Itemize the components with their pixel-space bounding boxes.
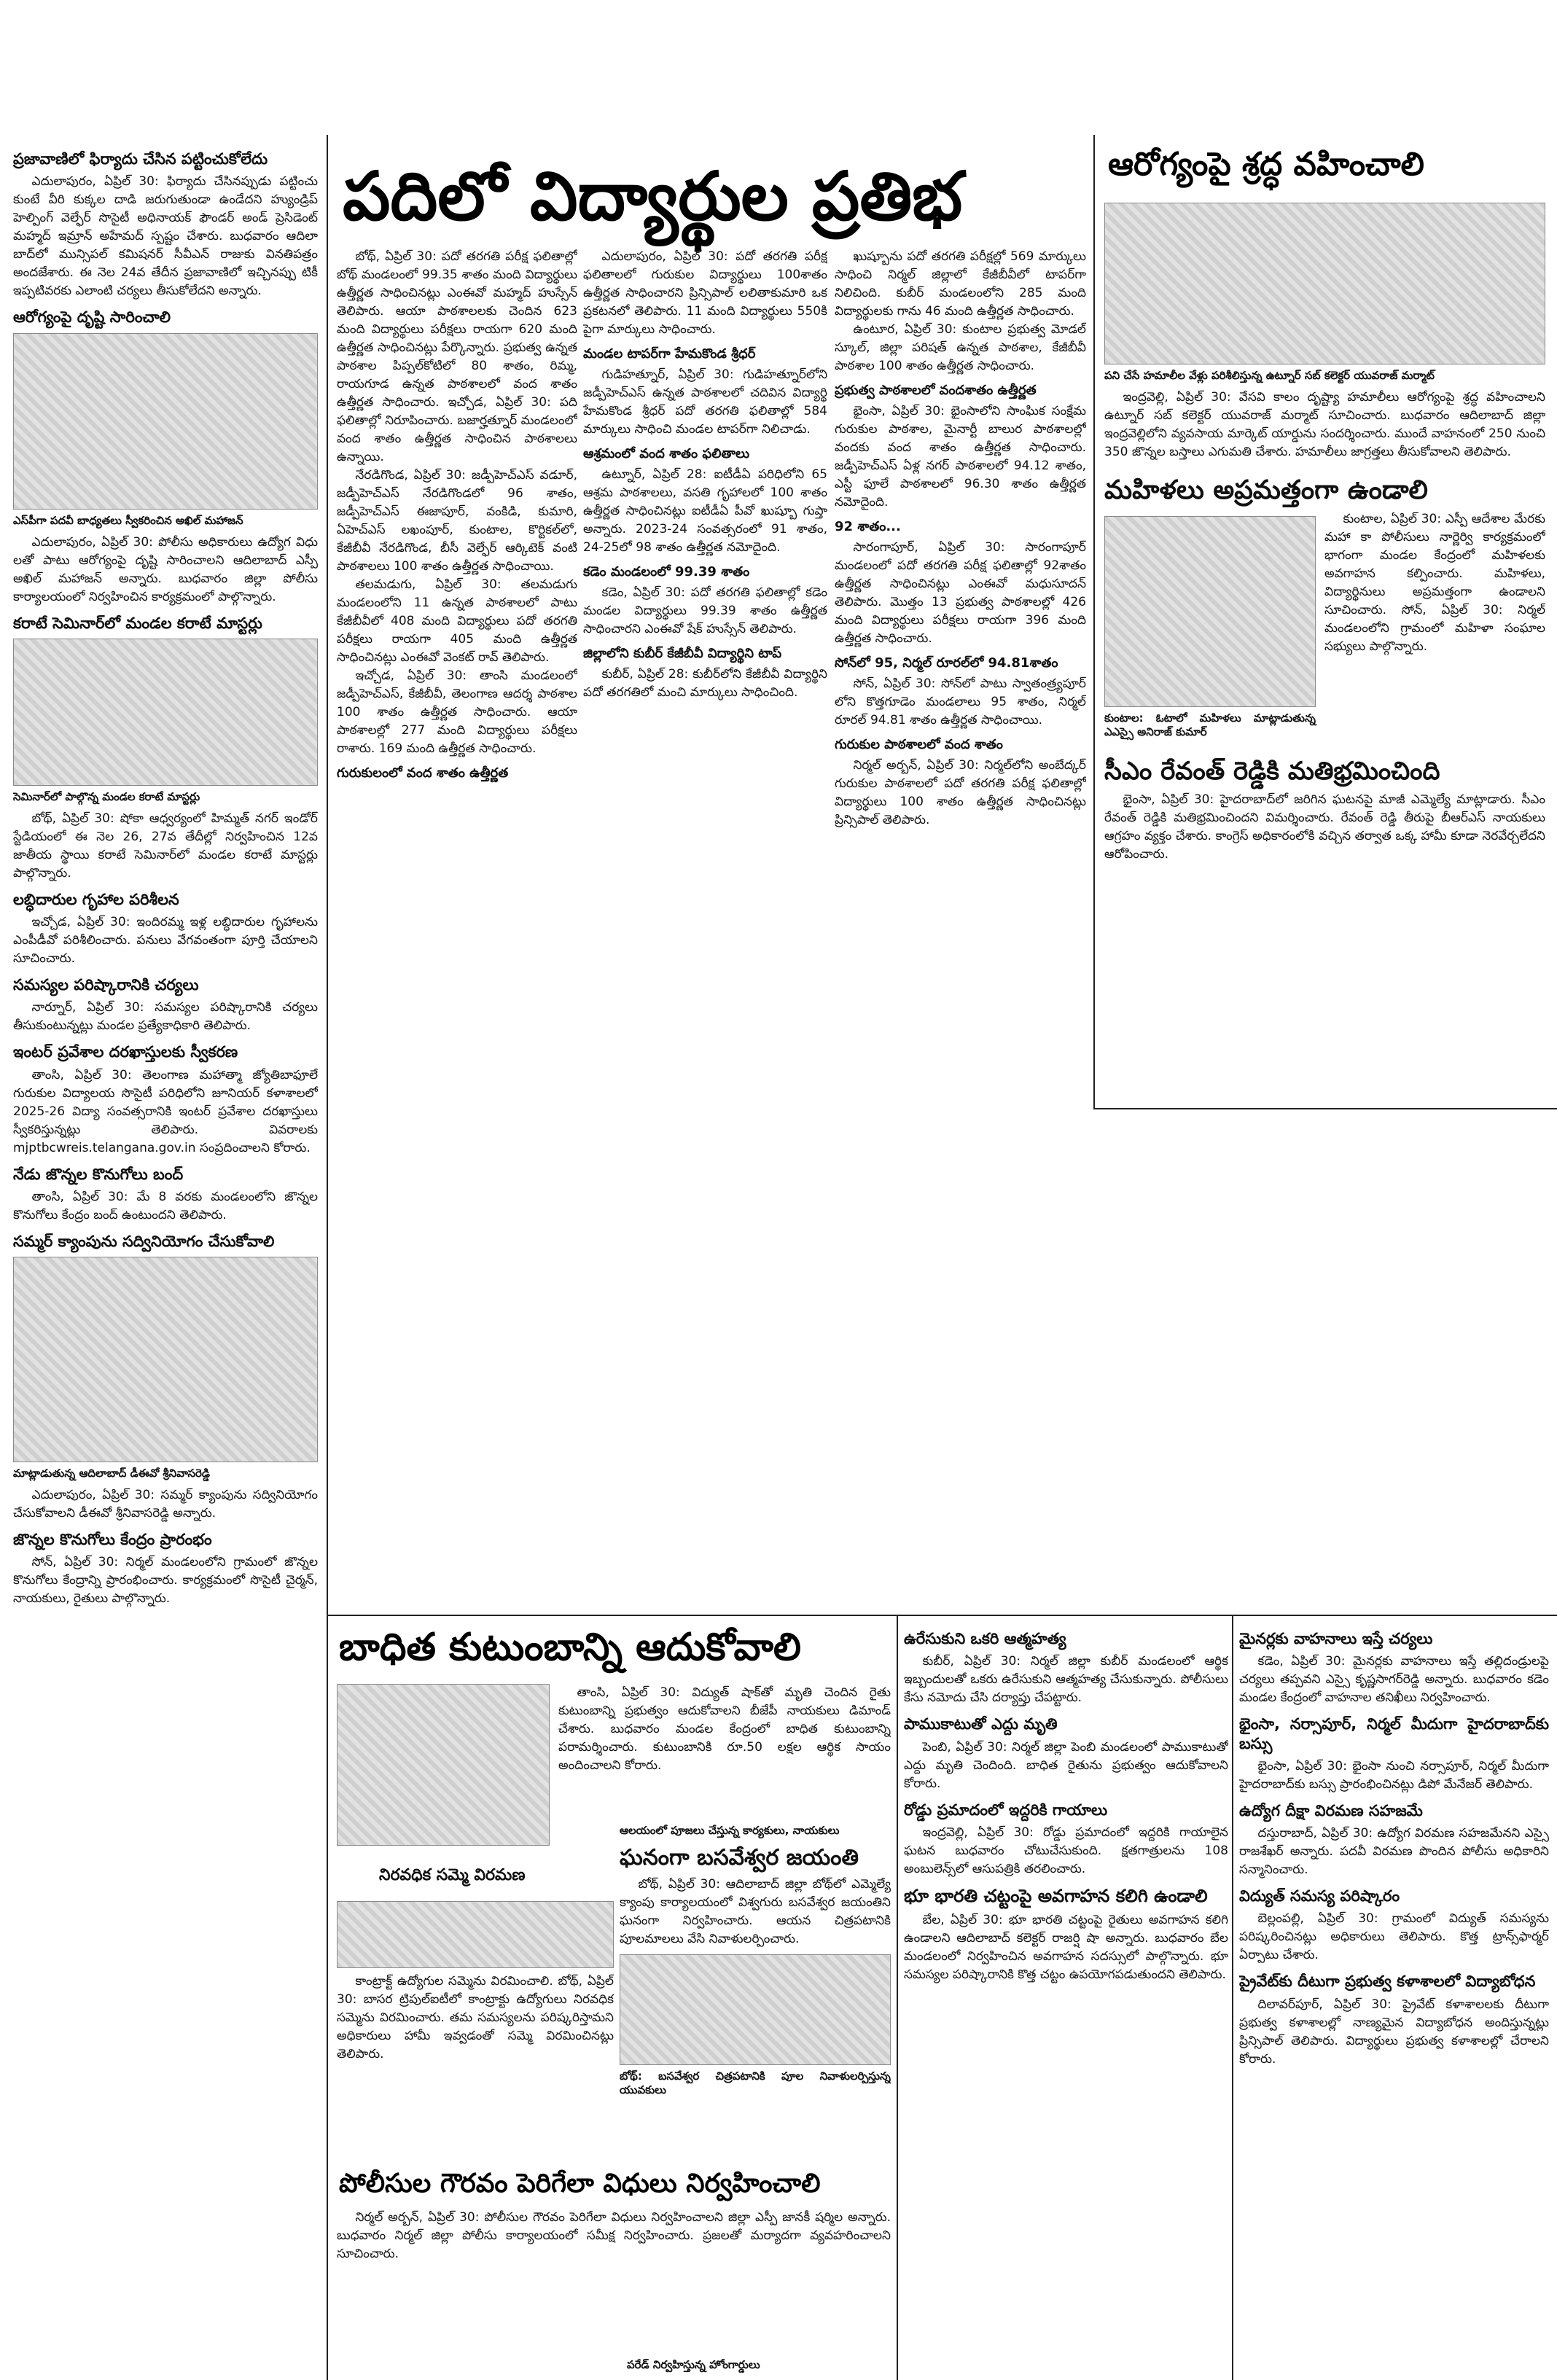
article-text: కాంట్రాక్ట్ ఉద్యోగుల సమ్మెను విరమించాలి. బోథ్, ఏప్రిల్ 30: బాసర ట్రిపుల్ఐటీలో కాంట్రాక్టు ఉద్యోగులు నిరవధిక సమ్మెను విరమించారు. తమ సమస్యలను పరిష్కరిస్తామని అధికారులు హామీ ఇవ్వడంతో సమ్మె విరమించినట్లు తెలిపారు. [337,1974,614,2061]
article-text: కడెం, ఏప్రిల్ 30: పదో తరగతి ఫలితాల్లో కడెం మండల విద్యార్థులు 99.39 శాతం ఉత్తీర్ణత సాధించారని ఎంఈవో షేక్ హుస్సేన్ తెలిపారు. [583,585,827,636]
article-text: ఇచ్చోడ, ఏప్రిల్ 30: ఇందిరమ్మ ఇళ్ల లబ్ధిదారుల గృహాలను ఎంపీడీవో పరిశీలించారు. పనులు వేగవంతంగా పూర్తి చేయాలని సూచించారు. [13,915,318,966]
headline-family: బాధిత కుటుంబాన్ని ఆదుకోవాలి [339,1626,802,1669]
headline-police: పోలీసుల గౌరవం పెరిగేలా విధులు నిర్వహించాలి [339,2169,821,2198]
subheading: సోన్‌లో 95, నిర్మల్ రూరల్‌లో 94.81శాతం [835,655,1058,671]
article-text: కుబీర్, ఏప్రిల్ 30: నిర్మల్ జిల్లా కుబీర్ మండలంలో ఆర్థిక ఇబ్బందులతో ఒకరు ఉరేసుకుని ఆత్మహత్య చేసుకున్నారు. పోలీసులు కేసు నమోదు చేసి దర్యాప్తు చేపట్టారు. [904,1654,1228,1706]
article-text: కుంటాల, ఏప్రిల్ 30: ఎస్పీ ఆదేశాల మేరకు మహా కా పోలీసులు నార్ణెర్వి కార్యక్రమంలో భాగంగా మండల కేంద్రంలో మహిళలకు అవగాహన కల్పించారు. మహిళలు, విద్యార్థినులు అప్రమత్తంగా ఉండాలని సూచించారు. సోన్, ఏప్రిల్ 30: నిర్మల్ మండలంలోని గ్రామంలో మహిళా సంఘాల సభ్యులు పాల్గొన్నారు. [1324,512,1545,655]
headline: జొన్నల కొనుగోలు కేంద్రం ప్రారంభం [13,1531,212,1548]
article-text: భైంసా, ఏప్రిల్ 30: భైంసాలోని సాంఘిక సంక్షేమ గురుకుల పాఠశాల, మైనార్టీ బాలుర పాఠశాలల్లో వందకు వంద శాతం ఉత్తీర్ణత సాధించారు. జడ్పీహెచ్‌ఎస్ ఏళ్ల నగర్ పాఠశాలలో 94.12 శాతం, ఎస్టీ ఫూలే పాఠశాలలో 96.30 శాతం ఉత్తీర్ణత నమోదైంది. [835,404,1086,510]
photo [1104,516,1316,707]
subheading: జిల్లాలోని కుబీర్ కేజీబీవీ విద్యార్థిని టాప్ [583,646,782,661]
article-text: నిర్మల్ అర్బన్, ఏప్రిల్ 30: నిర్మల్‌లోని అంబేద్కర్ గురుకుల పాఠశాలలో పదో తరగతి పరీక్ష ఫలితాల్లో విద్యార్థులు 100 శాతం ఉత్తీర్ణత సాధించినట్లు ప్రిన్సిపాల్ తెలిపారు. [835,758,1086,827]
left-column [13,142,318,2373]
article-text: బోథ్, ఏప్రిల్ 30: షోకా ఆధ్వర్యంలో హిమ్మత్ నగర్ ఇండోర్ స్టేడియంలో ఈ నెల 26, 27వ తేదీల్లో నిర్వహించిన 12వ జాతీయ స్థాయి కరాటే సెమినార్‌లో మండల కరాటే మాస్టర్లు పాల్గొన్నారు. [13,811,318,881]
caption: సెమినార్‌లో పాల్గొన్న మండల కరాటే మాస్టర్లు [13,789,200,803]
article-text: ఖుష్బూను పదో తరగతి పరీక్షల్లో 569 మార్కులు సాధించి నిర్మల్ జిల్లాలో కేజీబీవీలో టాపర్‌గా నిలిచింది. కుబీర్ మండలంలోని 285 మంది విద్యార్థులకు గాను 46 మంది ఉత్తీర్ణత సాధించారు. [835,249,1086,319]
photo [1104,203,1545,364]
main-column-2 [583,248,827,1618]
lower-column-6 [1239,1622,1549,2373]
article-text: నార్నూర్, ఏప్రిల్ 30: సమస్యల పరిష్కారానికి చర్యలు తీసుకుంటున్నట్లు మండల ప్రత్యేకాధికారి తెలిపారు. [13,1000,318,1034]
article-text: బోథ్, ఏప్రిల్ 30: ఆదిలాబాద్ జిల్లా బోథ్‌లో ఎమ్మెల్యే క్యాంపు కార్యాలయంలో విశ్వగురు బసవేశ్వర జయంతిని ఘనంగా నిర్వహించారు. ఆయన చిత్రపటానికి పూలమాలలు వేసి నివాళులర్పించారు. [620,1877,891,1946]
main-column-3 [835,248,1086,1618]
photo [13,639,318,786]
divider [327,135,328,1615]
headline: మైనర్లకు వాహనాలు ఇస్తే చర్యలు [1239,1630,1433,1647]
caption: పని చేసే హమాలీల వేళ్లు పరిశీలిస్తున్న ఉట్నూర్ సబ్ కలెక్టర్ యువరాజ్ మర్మాట్ [1104,369,1435,382]
headline: ప్రజావాణిలో ఫిర్యాదు చేసిన పట్టించుకోలేదు [13,150,268,168]
article-text: సోన్, ఏప్రిల్ 30: నిర్మల్ మండలంలోని గ్రామంలో జొన్నల కొనుగోలు కేంద్రాన్ని ప్రారంభించారు. కార్యక్రమంలో సొసైటీ చైర్మన్, నాయకులు, రైతులు పాల్గొన్నారు. [13,1555,318,1607]
article-text: కడెం, ఏప్రిల్ 30: మైనర్లకు వాహనాలు ఇస్తే తల్లిదండ్రులపై చర్యలు తప్పవని ఎస్సై కృష్ణసాగర్‌రెడ్డి అన్నారు. బుధవారం కడెం మండల కేంద్రంలో వాహనాల తనిఖీలు నిర్వహించారు. [1239,1654,1549,1706]
article-text: సారంగాపూర్, ఏప్రిల్ 30: సారంగాపూర్ మండలంలో పదో తరగతి పరీక్ష ఫలితాల్లో 92శాతం ఉత్తీర్ణత సాధించినట్లు ఎంఈవో మధుసూదన్ తెలిపారు. మొత్తం 13 ప్రభుత్వ పాఠశాలల్లో 426 మంది విద్యార్థులు పరీక్షలు రాయగా 396 మంది ఉత్తీర్ణత సాధించారు. [835,540,1086,646]
caption: పరేడ్ నిర్వహిస్తున్న హోంగార్డులు [627,2358,760,2371]
headline: సమ్మర్ క్యాంపును సద్వినియోగం చేసుకోవాలి [13,1232,275,1250]
article-text: ఇచ్చోడ, ఏప్రిల్ 30: తాంసి మండలంలో జడ్పీహెచ్‌ఎస్, కేజీబీవీ, తెలంగాణ ఆదర్శ పాఠశాల 100 శాతం ఉత్తీర్ణత సాధించారు. ఆయా పాఠశాలల్లో 277 మంది విద్యార్థులు పరీక్షలు రాశారు. 169 మంది ఉత్తీర్ణత సాధించారు. [337,668,577,756]
headline: లబ్ధిదారుల గృహాల పరిశీలన [13,890,179,908]
article-text: పెంబి, ఏప్రిల్ 30: నిర్మల్ జిల్లా పెంబి మండలంలో పాముకాటుతో ఎద్దు మృతి చెందింది. బాధిత రైతును ప్రభుత్వం ఆదుకోవాలని కోరారు. [904,1739,1228,1791]
subheading: మండల టాపర్‌గా హేమకొండ శ్రీధర్ [583,346,756,362]
article-text: ఇంద్రవెల్లి, ఏప్రిల్ 30: వేసవి కాలం దృష్ట్యా హమాలీలు ఆరోగ్యంపై శ్రద్ధ వహించాలని ఉట్నూర్ సబ్ కలెక్టర్ యువరాజ్ మర్మాట్ సూచించారు. బుధవారం ఆదిలాబాద్ జిల్లా ఇంద్రవెల్లిలోని వ్యవసాయ మార్కెట్ యార్డును సందర్శించారు. ముందే వాహనంలో 250 నుంచి 350 జొన్నల బస్తాలు ఎగుమతి చేశారు. హమాలీలు జాగ్రత్తలు తీసుకోవాలని తెలిపారు. [1104,390,1545,459]
police-article [337,2209,891,2354]
caption: మాట్లాడుతున్న ఆదిలాబాద్ డీఈవో శ్రీనివాసరెడ్డి [13,1467,210,1480]
right-column [1104,197,1545,1104]
caption: నిరవధిక సమ్మె విరమణ [379,1866,526,1884]
subheading: గురుకులంలో వంద శాతం ఉత్తీర్ణత [337,765,509,781]
contract-article [337,1895,614,2158]
article-text: తాంసి, ఏప్రిల్ 30: మే 8 వరకు మండలంలోని జొన్నల కొనుగోలు కేంద్రం బంద్ ఉంటుందని తెలిపారు. [13,1189,318,1222]
photo [337,1901,614,1968]
article-text: భైంసా, ఏప్రిల్ 30: హైదరాబాద్‌లో జరిగిన ఘటనపై మాజీ ఎమ్మెల్యే మాట్లాడారు. సీఎం రేవంత్ రెడ్డికి మతిభ్రమించిందని విమర్శించారు. రేవంత్ రెడ్డి తీరుపై బీఆర్ఎస్ నాయకులు ఆగ్రహం వ్యక్తం చేశారు. కాంగ్రెస్ అధికారంలోకి వచ్చిన తర్వాత ఒక్క హామీ కూడా నెరవేర్చలేదని ఆరోపించారు. [1104,792,1545,862]
headline: నేడు జొన్నల కొనుగోలు బంద్ [13,1165,184,1183]
headline: ప్రైవేట్‌కు దీటుగా ప్రభుత్వ కళాశాలలో విద్యాబోధన [1239,1973,1536,1991]
divider [327,1615,328,2380]
article-text: ఇంద్రవెల్లి, ఏప్రిల్ 30: రోడ్డు ప్రమాదంలో ఇద్దరికి గాయాలైన ఘటన బుధవారం చోటుచేసుకుంది. క్షతగాత్రులను 108 అంబులెన్స్‌లో ఆసుపత్రికి తరలించారు. [904,1825,1228,1876]
article-text: నిర్మల్ అర్బన్, ఏప్రిల్ 30: పోలీసుల గౌరవం పెరిగేలా విధులు నిర్వహించాలని జిల్లా ఎస్పీ జానకీ షర్మిల అన్నారు. బుధవారం నిర్మల్ జిల్లా పోలీసు కార్యాలయంలో సమీక్ష నిర్వహించారు. ప్రజలతో మర్యాదగా వ్యవహరించాలని సూచించారు. [337,2210,891,2261]
article-text: ఎదులాపురం, ఏప్రిల్ 30: ఫిర్యాదు చేసినప్పుడు పట్టించు కుంటే వీరి కుక్కల దాడి జరుగుతుండా ఉండేదని హ్యుండ్రిప్ హెల్పింగ్ వెల్ఫేర్ సొసైటీ అధినాయక్ ఫౌండర్ అండ్ ప్రెసిడెంట్ మహ్మద్ ఇమ్రాన్ అహేమద్ స్పష్టం చేశారు. బుధవారం ఆదిలా బాద్‌లో మున్సిపల్ కమిషనర్ సీవీఎన్ రాజుకు వినతిపత్రం అందజేశారు. ఈ నెల 24వ తేదీన ప్రజావాణిలో ఇచ్చినప్పు టికీ ఇప్పటివరకు ఎలాంటి చర్యలు తీసుకోలేదని అన్నారు. [13,174,318,299]
caption: కుంటాల: ఓటాలో మహిళలు మాట్లాడుతున్న ఎఎస్సై అనిరాజ్ కుమార్ [1104,711,1316,739]
article-text: దస్తురాబాద్, ఏప్రిల్ 30: ఉద్యోగ విరమణ సహజమేనని ఎస్సై రాజశేఖర్ అన్నారు. పదవీ విరమణ పొందిన పోలీసు అధికారిని సన్మానించారు. [1239,1826,1549,1877]
article-text: తాంసి, ఏప్రిల్ 30: తెలంగాణ మహాత్మా జ్యోతిబాఫూలే గురుకుల విద్యాలయ సొసైటీ పరిధిలోని జూనియర్ కళాశాలలో 2025-26 విద్యా సంవత్సరానికి ఇంటర్ ప్రవేశాల దరఖాస్తులు స్వీకరిస్తున్నట్లు తెలిపారు. వివరాలకు mjptbcwreis.telangana.gov.in సంప్రదించాలని కోరారు. [13,1067,318,1155]
photo [620,1954,891,2065]
subheading: కడెం మండలంలో 99.39 శాతం [583,564,750,580]
caption: బోథ్: బసవేశ్వర చిత్రపటానికి పూల నివాళులర్పిస్తున్న యువకులు [620,2069,891,2096]
headline: పాముకాటుతో ఎద్దు మృతి [904,1715,1058,1733]
article-text: కుబీర్, ఏప్రిల్ 28: కుబీర్‌లోని కేజీబీవీ విద్యార్థిని పదో తరగతిలో మంచి మార్కులు సాధించింది. [583,667,827,700]
subheading: గురుకుల పాఠశాలలో వంద శాతం [835,737,1003,752]
article-text: గుడిహత్నూర్, ఏప్రిల్ 30: గుడిహత్నూర్‌లోని జడ్పీహెచ్‌ఎస్ ఉన్నత పాఠశాలలో చదివిన విద్యార్థి హేమకొండ శ్రీధర్ పదో తరగతి ఫలితాల్లో 584 మార్కులు సాధించి మండల టాపర్‌గా నిలిచాడు. [583,367,827,437]
main-headline: పదిలో విద్యార్థుల ప్రతిభ [343,157,963,235]
article-text: తలమడుగు, ఏప్రిల్ 30: తలమడుగు మండలంలోని 11 ఉన్నత పాఠశాలలో పాటు కేజీబీవీలో 408 మంది విద్యార్థులు పదో తరగతి పరీక్షలు రాయగా 405 మంది ఉత్తీర్ణత సాధించినట్లు ఎంఈవో వెంకట్ రావ్ తెలిపారు. [337,577,577,665]
headline: ఇంటర్ ప్రవేశాల దరఖాస్తులకు స్వీకరణ [13,1043,238,1061]
article-text: దిలావర్‌పూర్, ఏప్రిల్ 30: ప్రైవేట్ కళాశాలలకు దీటుగా ప్రభుత్వ కళాశాలల్లో నాణ్యమైన విద్యాబోధన అందిస్తున్నట్లు ప్రిన్సిపాల్ తెలిపారు. విద్యార్థులు ప్రభుత్వ కళాశాలల్లో చేరాలని కోరారు. [1239,1997,1549,2067]
headline: ఉద్యోగ దీక్షా విరమణ సహజమే [1239,1801,1423,1819]
headline: కరాటే సెమినార్‌లో మండల కరాటే మాస్టర్లు [13,614,262,632]
headline: విద్యుత్ సమస్య పరిష్కారం [1239,1887,1400,1905]
headline: ఉరేసుకుని ఒకరి ఆత్మహత్య [904,1630,1066,1647]
article-text: బేల, ఏప్రిల్ 30: భూ భారతి చట్టంపై రైతులు అవగాహన కలిగి ఉండాలని ఆదిలాబాద్ కలెక్టర్ రాజర్షి షా అన్నారు. బుధవారం బేల మండలంలో నిర్వహించిన అవగాహన సదస్సులో పాల్గొన్నారు. భూ సమస్యల పరిష్కారానికి కొత్త చట్టం ఉపయోగపడుతుందని తెలిపారు. [904,1912,1228,1982]
article-text: ఎదులాపురం, ఏప్రిల్ 30: పోలీసు అధికారులు ఉద్యోగ విధు లతో పాటు ఆరోగ్యంపై దృష్టి సారించాలని ఆదిలాబాద్ ఎస్పీ అఖిల్ మహాజన్ అన్నారు. బుధవారం జిల్లా పోలీసు కార్యాలయంలో నిర్వహించిన కార్యక్రమంలో పాల్గొన్నారు. [13,534,318,604]
article-text: నేరడిగొండ, ఏప్రిల్ 30: జడ్పీహెచ్‌ఎస్ వడూర్, జడ్పీహెచ్‌ఎస్ నేరడిగొండలో 96 శాతం, జడ్పీహెచ్‌ఎస్ ఈజాపూర్, వంకిడి, కుమారి, ఏహెచ్‌ఎస్ లఖంపూర్, కుంటాల, కొర్టికల్‌లో, కేజీబీవీ నేరడిగొండ, బీసీ వెల్ఫేర్ ఆర్కిటెక్ వంటి పాఠశాలలు 100 శాతం ఉత్తీర్ణత సాధించాయి. [337,468,577,574]
photo [13,1257,318,1462]
divider [1093,1108,1557,1109]
article-text: ఉట్నూర్, ఏప్రిల్ 28: ఐటీడీఏ పరిధిలోని 65 ఆశ్రమ పాఠశాలలు, వసతి గృహాలలో 100 శాతం ఉత్తీర్ణత సాధించినట్లు ఐటీడీఏ పీవో ఖుష్బూ గుప్తా అన్నారు. 2023-24 సంవత్సరంలో 91 శాతం, 24-25లో 98 శాతం ఉత్తీర్ణత నమోదైంది. [583,467,827,555]
article-text: బోథ్, ఏప్రిల్ 30: పదో తరగతి పరీక్ష ఫలితాల్లో బోథ్ మండలంలో 99.35 శాతం మంది విద్యార్థులు ఉత్తీర్ణత సాధించినట్లు ఎంఈవో మహ్మద్ హుస్సేన్ తెలిపారు. ఆయా పాఠశాలలకు చెందిన 623 మంది విద్యార్థులు పరీక్షలు రాయగా 620 మంది ఉత్తీర్ణత సాధించినట్లు పేర్కొన్నారు. ప్రభుత్వ ఉన్నత పాఠశాల పిప్పల్‌కోటిలో 80 శాతం, రిమ్మ, రాయగూడ ఉన్నత పాఠశాలలో వంద శాతం ఉత్తీర్ణత సాధించారు. ఇచ్చోడ, ఏప్రిల్ 30: పది ఫలితాల్లో నిరూపించారు. బజార్హత్నూర్ మండలంలో వంద శాతం ఉత్తీర్ణత సాధించిన పాఠశాలలు ఉన్నాయి. [337,249,577,464]
headline-women: మహిళలు అప్రమత్తంగా ఉండాలి [1104,475,1428,505]
article-text: బెల్లంపల్లి, ఏప్రిల్ 30: గ్రామంలో విద్యుత్ సమస్యను పరిష్కరించినట్లు అధికారులు తెలిపారు. కొత్త ట్రాన్స్‌ఫార్మర్ ఏర్పాటు చేశారు. [1239,1911,1549,1963]
article-text: ఎదులాపురం, ఏప్రిల్ 30: పదో తరగతి పరీక్ష ఫలితాలలో గురుకుల విద్యార్థులు 100శాతం ఉత్తీర్ణత సాధించారని ప్రిన్సిపాల్ లలితాకుమారి ఒక ప్రకటనలో తెలిపారు. 11 మంది విద్యార్థులు 550కి పైగా మార్కులు సాధించారు. [583,249,827,337]
basaveshwara-article [620,1822,891,2165]
photo [13,333,318,510]
subheading: ప్రభుత్వ పాఠశాలలో వందశాతం ఉత్తీర్ణత [835,383,1037,398]
subheading: 92 శాతం... [835,519,901,534]
headline-bhubharati: భూ భారతి చట్టంపై అవగాహన కలిగి ఉండాలి [904,1885,1208,1906]
article-text: భైంసా, ఏప్రిల్ 30: భైంసా నుంచి నర్సాపూర్, నిర్మల్ మీదుగా హైదరాబాద్‌కు బస్సు ప్రారంభించినట్లు డిపో మేనేజర్ తెలిపారు. [1239,1758,1549,1792]
subheading: ఆశ్రమంలో వంద శాతం ఫలితాలు [583,446,750,461]
article-text: ఉంటూర, ఏప్రిల్ 30: కుంటాల ప్రభుత్వ మోడల్ స్కూల్, జిల్లా పరిషత్ ఉన్నత పాఠశాల, కేజీబీవీ పాఠశాల 100 శాతం ఉత్తీర్ణత సాధించారు. [835,322,1086,373]
caption: ఆలయంలో పూజలు చేస్తున్న కార్యకులు, నాయకులు [620,1824,840,1837]
headline: రోడ్డు ప్రమాదంలో ఇద్దరికి గాయాలు [904,1800,1108,1819]
caption: ఎస్‌పీగా పదవీ బాధ్యతలు స్వీకరించిన అఖిల్ మహాజన్ [13,513,243,527]
headline: సమస్యల పరిష్కారానికి చర్యలు [13,976,199,994]
article-text: సోన్, ఏప్రిల్ 30: సోన్‌లో పాటు స్వాతంత్ర్యపూర్ లోని కొత్తగూడెం మండలాలు 95 శాతం, నిర్మల్ రూరల్ 94.81 శాతం ఉత్తీర్ణత సాధించాయి. [835,676,1086,727]
main-column-1 [337,248,577,1618]
photo [337,1684,550,1846]
headline: ఆరోగ్యంపై దృష్టి సారించాలి [13,308,171,327]
headline-basaveshwara: ఘనంగా బసవేశ్వర జయంతి [620,1845,859,1870]
divider [897,1615,898,2380]
article-text: తాంసి, ఏప్రిల్ 30: విద్యుత్ షాక్‌తో మృతి చెందిన రైతు కుటుంబాన్ని ప్రభుత్వం ఆదుకోవాలని బీజేపీ నాయకులు డిమాండ్ చేశారు. బుధవారం మండల కేంద్రంలో బాధిత కుటుంబాన్ని పరామర్శించారు. కుటుంబానికి రూ.50 లక్షల ఆర్థిక సాయం అందించాలని కోరారు. [558,1685,891,1773]
headline-cm: సీఎం రేవంత్ రెడ్డికి మతిభ్రమించింది [1104,757,1440,787]
headline: భైంసా, నర్సాపూర్, నిర్మల్ మీదుగా హైదరాబాద్‌కు బస్సు [1239,1715,1549,1752]
headline-health: ఆరోగ్యంపై శ్రద్ధ వహించాలి [1108,146,1424,183]
article-text: ఎదులాపురం, ఏప్రిల్ 30: సమ్మర్ క్యాంపును సద్వినియోగం చేసుకోవాలని డీఈవో శ్రీనివాసరెడ్డి అన్నారు. [13,1488,318,1521]
divider [1232,1615,1233,2380]
lower-column-5 [904,1622,1228,2373]
divider [1093,135,1095,1108]
